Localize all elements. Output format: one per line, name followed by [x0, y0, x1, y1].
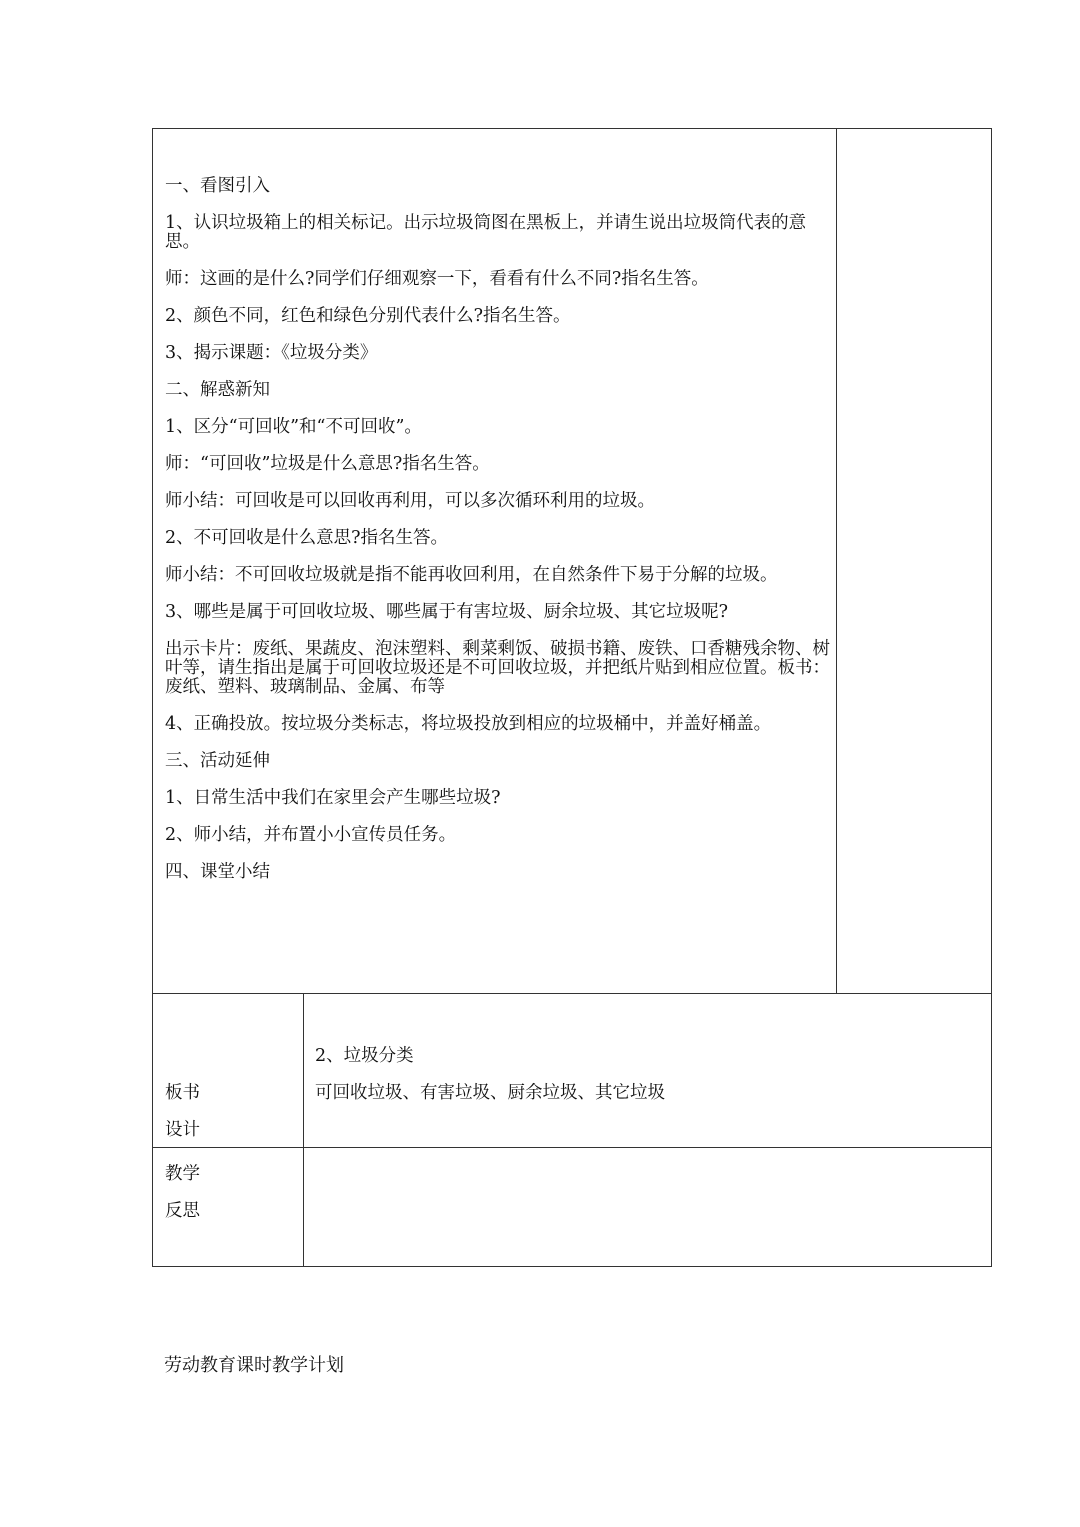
paragraph: 1、区分“可回收”和“不可回收”。: [165, 417, 422, 437]
paragraph: 师小结：不可回收垃圾就是指不能再收回利用，在自然条件下易于分解的垃圾。: [165, 565, 778, 585]
section-heading: 二、解惑新知: [165, 380, 270, 400]
board-design-content: [315, 1038, 665, 1112]
paragraph: 4、正确投放。按垃圾分类标志，将垃圾投放到相应的垃圾桶中，并盖好桶盖。: [165, 714, 772, 734]
column-divider: [836, 129, 837, 994]
section-heading: 四、课堂小结: [165, 862, 270, 882]
paragraph: 1、日常生活中我们在家里会产生哪些垃圾?: [165, 788, 501, 808]
teaching-process-cell: [165, 177, 837, 900]
paragraph: 出示卡片：废纸、果蔬皮、泡沫塑料、剩菜剩饭、破损书籍、废铁、口香糖残余物、树叶等，请生指出是属于可回收垃圾还是不可回收垃圾，并把纸片贴到相应位置。板书：废纸、塑料、玻璃制品、金属、布等: [165, 639, 830, 697]
paragraph: 2、不可回收是什么意思?指名生答。: [165, 528, 449, 548]
reflection-row: [153, 1148, 991, 1266]
reflection-label: [165, 1156, 200, 1230]
label-line: 教学: [165, 1164, 200, 1184]
paragraph: 师：这画的是什么?同学们仔细观察一下，看看有什么不同?指名生答。: [165, 269, 709, 289]
board-categories: 可回收垃圾、有害垃圾、厨余垃圾、其它垃圾: [315, 1083, 665, 1103]
paragraph: 师小结：可回收是可以回收再利用，可以多次循环利用的垃圾。: [165, 491, 655, 511]
teaching-process-row: [153, 129, 991, 994]
paragraph: 师：“可回收”垃圾是什么意思?指名生答。: [165, 454, 490, 474]
paragraph: 2、师小结，并布置小小宣传员任务。: [165, 825, 457, 845]
label-line: 板书: [165, 1083, 200, 1103]
section-heading: 三、活动延伸: [165, 751, 270, 771]
label-column-divider: [303, 994, 304, 1266]
board-design-label: [165, 1075, 200, 1149]
label-line: 设计: [165, 1120, 200, 1140]
label-line: 反思: [165, 1201, 200, 1221]
document-title: 劳动教育课时教学计划: [164, 1355, 344, 1376]
paragraph: 2、颜色不同，红色和绿色分别代表什么?指名生答。: [165, 306, 571, 326]
paragraph: 3、揭示课题：《垃圾分类》: [165, 343, 378, 363]
paragraph: 3、哪些是属于可回收垃圾、哪些属于有害垃圾、厨余垃圾、其它垃圾呢?: [165, 602, 729, 622]
lesson-plan-table: [152, 128, 992, 1267]
board-design-row: [153, 994, 991, 1148]
board-title: 2、垃圾分类: [315, 1046, 414, 1066]
paragraph: 1、认识垃圾箱上的相关标记。出示垃圾筒图在黑板上，并请生说出垃圾筒代表的意思。: [165, 213, 807, 252]
section-heading: 一、看图引入: [165, 176, 270, 196]
